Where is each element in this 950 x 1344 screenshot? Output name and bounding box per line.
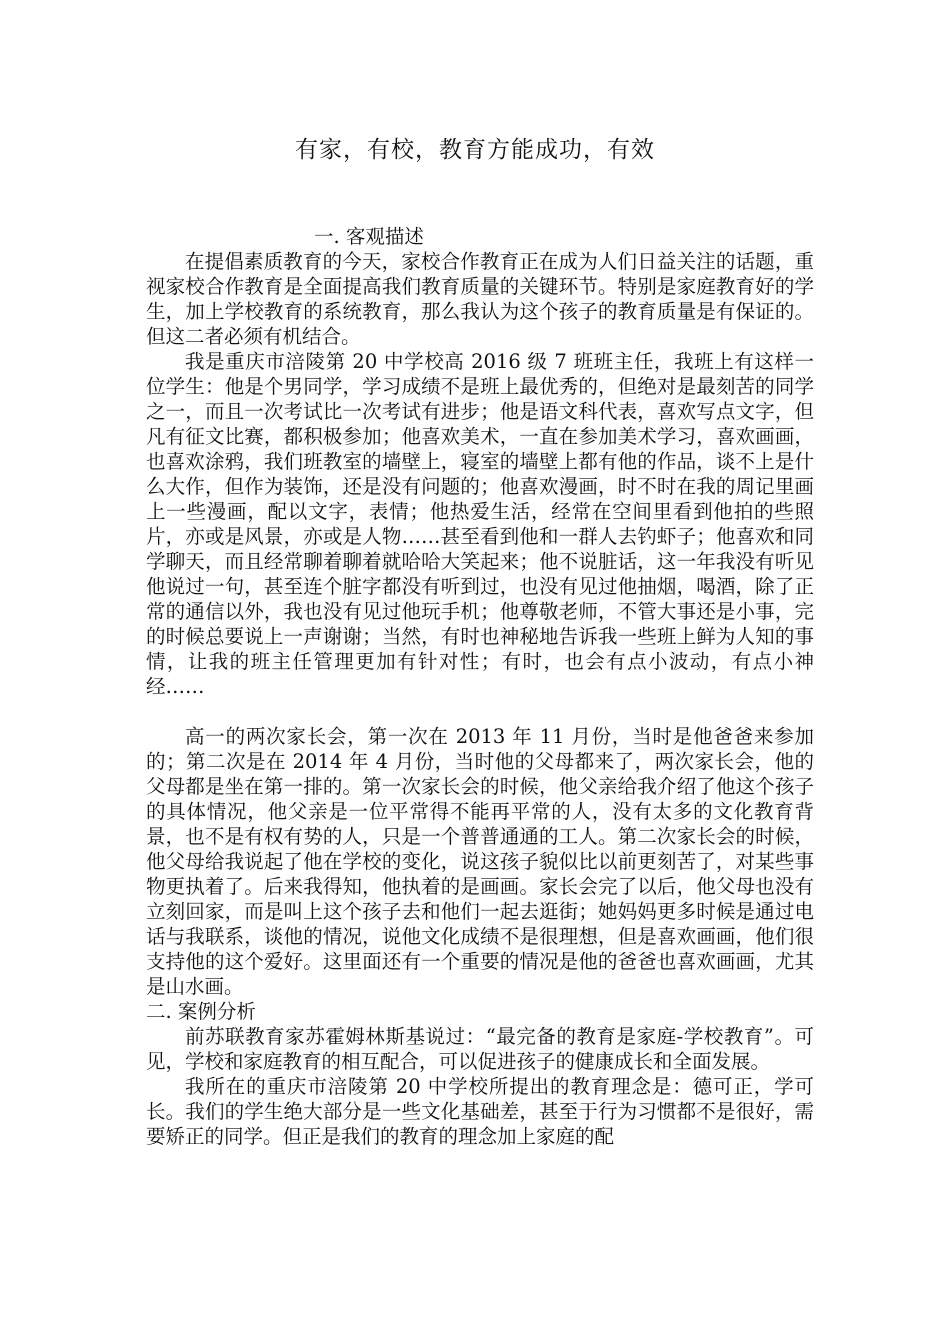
section-heading-objective-description: 一. 客观描述 xyxy=(314,225,424,248)
document-title: 有家，有校，教育方能成功，有效 xyxy=(295,137,655,163)
paragraph-quote: 前苏联教育家苏霍姆林斯基说过：“最完备的教育是家庭-学校教育”。可见，学校和家庭教育的相互配合，可以促进孩子的健康成长和全面发展。 xyxy=(146,1025,814,1073)
paragraph-introduction: 在提倡素质教育的今天，家校合作教育正在成为人们日益关注的话题，重视家校合作教育是全面提高我们教育质量的关键环节。特别是家庭教育好的学生，加上学校教育的系统教育，那么我认为这个孩子的教育质量是有保证的。但这二者必须有机结合。 xyxy=(146,250,814,348)
section-heading-case-analysis: 二. 案例分析 xyxy=(146,1000,256,1023)
document-body xyxy=(146,224,814,1149)
paragraph-school-philosophy: 我所在的重庆市涪陵第 20 中学校所提出的教育理念是：德可正，学可长。我们的学生绝大部分是一些文化基础差，甚至于行为习惯都不是很好，需要矫正的同学。但正是我们的教育的理念加上家庭的配 xyxy=(146,1075,814,1148)
paragraph-spacer xyxy=(146,699,814,724)
paragraph-student-description: 我是重庆市涪陵第 20 中学校高 2016 级 7 班班主任，我班上有这样一位学生：他是个男同学，学习成绩不是班上最优秀的，但绝对是最刻苦的同学之一，而且一次考试比一次考试有进步；他是语文科代表，喜欢写点文字，但凡有征文比赛，都积极参加；他喜欢美术，一直在参加美术学习，喜欢画画，也喜欢涂鸦，我们班教室的墙壁上，寝室的墙壁上都有他的作品，谈不上是什么大作，但作为装饰，还是没有问题的；他喜欢漫画，时不时在我的周记里画上一些漫画，配以文字，表情；他热爱生活，经常在空间里看到他拍的些照片，亦或是风景，亦或是人物……甚至看到他和一群人去钓虾子；他喜欢和同学聊天，而且经常聊着聊着就哈哈大笑起来；他不说脏话，这一年我没有听见他说过一句，甚至连个脏字都没有听到过，也没有见过他抽烟，喝酒，除了正常的通信以外，我也没有见过他玩手机；他尊敬老师，不管大事还是小事，完的时候总要说上一声谢谢；当然，有时也神秘地告诉我一些班上鲜为人知的事情，让我的班主任管理更加有针对性；有时，也会有点小波动，有点小神经…… xyxy=(146,350,814,698)
paragraph-parent-meetings: 高一的两次家长会，第一次在 2013 年 11 月份，当时是他爸爸来参加的；第二次是在 2014 年 4 月份，当时他的父母都来了，两次家长会，他的父母都是坐在第一排的。第一次家长会的时候，他父亲给我介绍了他这个孩子的具体情况，他父亲是一位平常得不能再平常的人，没有太多的文化教育背景，也不是有权有势的人，只是一个普普通通的工人。第二次家长会的时候，他父母给我说起了他在学校的变化，说这孩子貌似比以前更刻苦了，对某些事物更执着了。后来我得知，他执着的是画画。家长会完了以后，他父母也没有立刻回家，而是叫上这个孩子去和他们一起去逛街；她妈妈更多时候是通过电话与我联系，谈他的情况，说他文化成绩不是很理想，但是喜欢画画，他们很支持他的这个爱好。这里面还有一个重要的情况是他的爸爸也喜欢画画，尤其是山水画。 xyxy=(146,725,814,998)
